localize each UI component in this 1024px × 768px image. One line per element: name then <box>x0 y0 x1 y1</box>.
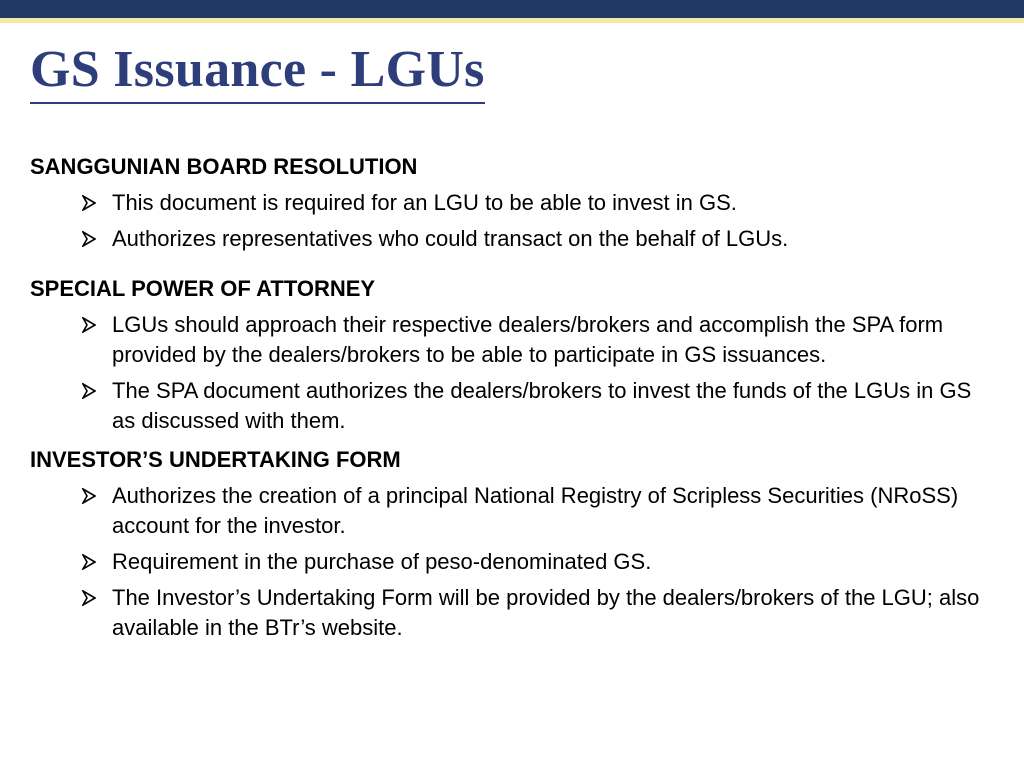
arrowhead-bullet-icon <box>82 590 96 606</box>
bullet-item <box>30 188 1000 218</box>
bullet-list <box>30 310 1000 436</box>
section-heading: SANGGUNIAN BOARD RESOLUTION <box>30 154 418 179</box>
arrowhead-bullet-icon <box>82 317 96 333</box>
section-board-resolution <box>30 152 1000 254</box>
bullet-text: Requirement in the purchase of peso-denominated GS. <box>112 549 652 574</box>
slide-content <box>30 152 1000 643</box>
slide-title: GS Issuance - LGUs <box>30 38 485 104</box>
arrowhead-bullet-icon <box>82 383 96 399</box>
bullet-text: Authorizes the creation of a principal National Registry of Scripless Securities (NRoSS) account for the investor. <box>112 483 959 538</box>
bullet-item <box>30 224 1000 254</box>
arrowhead-bullet-icon <box>82 488 96 504</box>
bullet-item <box>30 310 1000 370</box>
header-accent-stripe <box>0 18 1024 23</box>
bullet-item <box>30 481 1000 541</box>
section-special-power-of-attorney <box>30 274 1000 436</box>
header-banner <box>0 0 1024 18</box>
bullet-item <box>30 376 1000 436</box>
arrowhead-bullet-icon <box>82 554 96 570</box>
bullet-item <box>30 583 1000 643</box>
bullet-text: Authorizes representatives who could transact on the behalf of LGUs. <box>112 226 789 251</box>
arrowhead-bullet-icon <box>82 195 96 211</box>
section-heading: INVESTOR’S UNDERTAKING FORM <box>30 447 401 472</box>
bullet-text: LGUs should approach their respective dealers/brokers and accomplish the SPA form provided by the dealers/brokers to be able to participate in GS issuances. <box>112 312 944 367</box>
bullet-list <box>30 481 1000 643</box>
bullet-list <box>30 188 1000 254</box>
bullet-text: The SPA document authorizes the dealers/brokers to invest the funds of the LGUs in GS as discussed with them. <box>112 378 972 433</box>
bullet-text: The Investor’s Undertaking Form will be provided by the dealers/brokers of the LGU; also available in the BTr’s website. <box>112 585 980 640</box>
section-heading: SPECIAL POWER OF ATTORNEY <box>30 276 376 301</box>
arrowhead-bullet-icon <box>82 231 96 247</box>
section-investors-undertaking-form <box>30 445 1000 643</box>
bullet-item <box>30 547 1000 577</box>
bullet-text: This document is required for an LGU to be able to invest in GS. <box>112 190 737 215</box>
